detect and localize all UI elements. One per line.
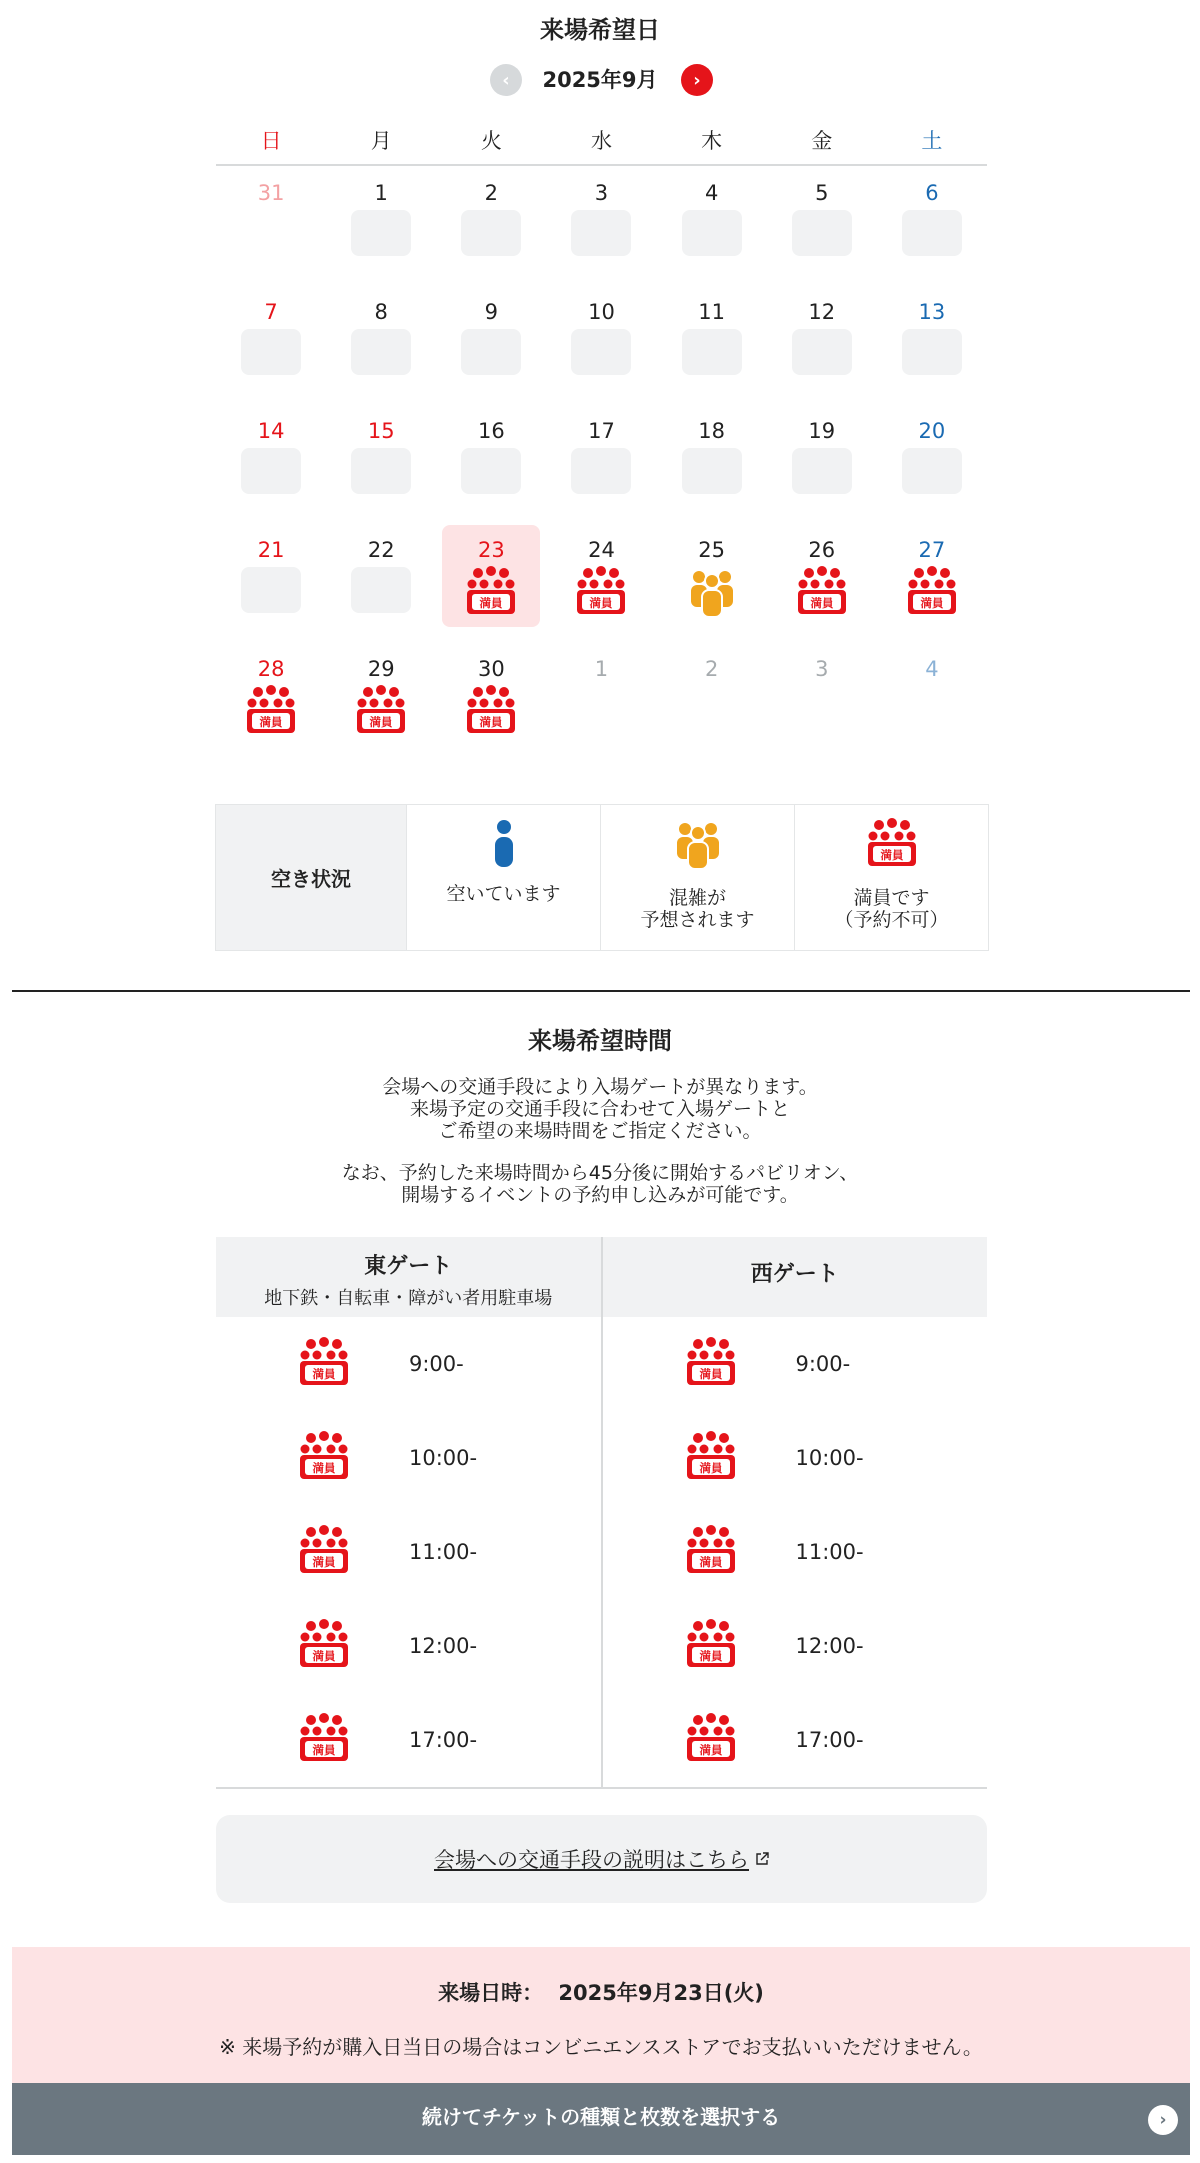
day-number: 7 — [264, 300, 278, 324]
day-slot-placeholder — [682, 329, 742, 375]
west-gate-times — [601, 1317, 988, 1787]
note-line: 開場するイベントの予約申し込みが可能です。 — [401, 1184, 799, 1206]
day-number: 1 — [594, 657, 609, 681]
full-capacity-icon — [573, 563, 629, 619]
gate-header-row — [216, 1237, 987, 1317]
calendar-week — [216, 166, 987, 285]
calendar-day[interactable] — [216, 523, 326, 642]
calendar-day[interactable] — [326, 166, 436, 285]
transport-info-link[interactable] — [216, 1815, 987, 1903]
legend-crowded-line1: 混雑が — [668, 887, 726, 909]
day-number: 11 — [698, 300, 725, 324]
day-number: 29 — [367, 657, 395, 681]
chevron-left-icon: ‹ — [502, 69, 510, 91]
day-slot-placeholder — [241, 567, 301, 613]
east-gate-time-slot — [216, 1411, 601, 1505]
west-gate-time-slot — [603, 1599, 988, 1693]
west-gate-time-slot — [603, 1411, 988, 1505]
intro-line: 会場への交通手段により入場ゲートが異なります。 — [382, 1076, 818, 1098]
visit-datetime-value: 2025年9月23日(火) — [558, 1981, 764, 2005]
day-number: 2 — [704, 657, 719, 681]
day-slot-placeholder — [902, 329, 962, 375]
calendar-day[interactable] — [436, 285, 546, 404]
calendar-day[interactable] — [326, 404, 436, 523]
full-capacity-icon — [683, 1616, 739, 1672]
day-slot-placeholder — [461, 448, 521, 494]
east-gate-time-slot — [216, 1599, 601, 1693]
crowded-people-icon — [670, 815, 726, 871]
time-slot-label: 9:00- — [409, 1352, 464, 1376]
calendar-day — [657, 642, 767, 761]
calendar-day — [767, 523, 877, 642]
time-section-title: 来場希望時間 — [528, 1027, 672, 1055]
full-capacity-icon — [864, 815, 920, 871]
time-slot-label: 10:00- — [795, 1446, 864, 1470]
legend-crowded — [600, 805, 794, 950]
day-number: 28 — [257, 657, 285, 681]
full-capacity-icon — [683, 1428, 739, 1484]
day-number: 4 — [704, 181, 719, 205]
month-label: 2025年9月 — [542, 68, 658, 92]
full-capacity-icon — [243, 682, 299, 738]
day-slot-placeholder — [682, 210, 742, 256]
time-slot-label: 10:00- — [409, 1446, 478, 1470]
weekday-label: 土 — [921, 129, 943, 153]
west-gate-time-slot — [603, 1505, 988, 1599]
full-capacity-icon — [296, 1522, 352, 1578]
calendar-day[interactable] — [216, 285, 326, 404]
note-line: なお、予約した来場時間から45分後に開始するパビリオン、 — [341, 1162, 859, 1184]
day-number: 14 — [257, 419, 285, 443]
calendar-day-selected — [436, 523, 546, 642]
calendar-day[interactable] — [877, 404, 987, 523]
gate-time-body — [216, 1317, 987, 1789]
crowded-people-icon — [684, 563, 740, 619]
day-number: 26 — [808, 538, 836, 562]
east-gate-time-slot — [216, 1505, 601, 1599]
calendar-day — [877, 523, 987, 642]
calendar-day — [216, 166, 326, 285]
day-number: 9 — [484, 300, 499, 324]
visit-datetime-label: 来場日時： — [438, 1981, 544, 2005]
calendar-day[interactable] — [877, 285, 987, 404]
continue-button[interactable] — [12, 2083, 1190, 2155]
full-capacity-icon — [683, 1710, 739, 1766]
day-slot-placeholder — [351, 567, 411, 613]
calendar-week — [216, 285, 987, 404]
day-number: 8 — [374, 300, 388, 324]
full-capacity-icon — [794, 563, 850, 619]
full-capacity-icon — [683, 1522, 739, 1578]
full-capacity-icon — [296, 1710, 352, 1766]
legend-available-label: 空いています — [446, 883, 561, 905]
west-gate-name: 西ゲート — [750, 1262, 839, 1287]
day-number: 24 — [588, 538, 615, 562]
calendar-week — [216, 642, 987, 761]
day-number: 5 — [815, 181, 829, 205]
available-person-icon — [476, 815, 532, 871]
calendar-day[interactable] — [436, 404, 546, 523]
west-gate-time-slot — [603, 1693, 988, 1787]
full-capacity-icon — [904, 563, 960, 619]
weekday-label: 木 — [701, 129, 723, 153]
month-nav — [0, 64, 1200, 98]
calendar-day[interactable] — [657, 523, 767, 642]
day-number: 15 — [367, 419, 395, 443]
east-gate-time-slot — [216, 1317, 601, 1411]
day-number: 1 — [374, 181, 388, 205]
intro-line: 来場予定の交通手段に合わせて入場ゲートと — [409, 1098, 790, 1120]
calendar-day[interactable] — [326, 523, 436, 642]
external-link-icon — [755, 1852, 769, 1866]
day-slot-placeholder — [571, 329, 631, 375]
day-number: 16 — [477, 419, 505, 443]
day-number: 13 — [918, 300, 946, 324]
day-slot-placeholder — [351, 448, 411, 494]
day-slot-placeholder — [241, 329, 301, 375]
chevron-right-icon: › — [693, 69, 701, 91]
day-slot-placeholder — [792, 448, 852, 494]
day-number: 23 — [477, 538, 505, 562]
west-gate-time-slot — [603, 1317, 988, 1411]
day-number: 30 — [477, 657, 505, 681]
calendar-day[interactable] — [767, 166, 877, 285]
full-capacity-icon — [463, 563, 519, 619]
calendar-day[interactable] — [546, 285, 656, 404]
weekday-label: 水 — [590, 129, 612, 153]
calendar-day[interactable] — [657, 404, 767, 523]
day-number: 4 — [925, 657, 939, 681]
next-month-button[interactable] — [681, 64, 713, 96]
calendar-day[interactable] — [546, 166, 656, 285]
weekday-label: 金 — [811, 129, 833, 153]
chevron-right-icon: › — [1148, 2105, 1178, 2135]
payment-note: ※ 来場予約が購入日当日の場合はコンビニエンスストアでお支払いいただけません。 — [219, 2035, 983, 2059]
day-number: 3 — [815, 657, 829, 681]
calendar-day[interactable] — [767, 285, 877, 404]
day-number: 10 — [588, 300, 615, 324]
day-slot-placeholder — [461, 329, 521, 375]
legend-available — [406, 805, 600, 950]
time-slot-label: 17:00- — [795, 1728, 864, 1752]
day-slot-placeholder — [792, 210, 852, 256]
legend-crowded-line2: 予想されます — [640, 909, 755, 931]
day-slot-placeholder — [351, 329, 411, 375]
intro-line: ご希望の来場時間をご指定ください。 — [438, 1120, 762, 1142]
calendar-day — [877, 642, 987, 761]
time-slot-label: 12:00- — [409, 1634, 478, 1658]
calendar-weekday-header — [216, 120, 987, 166]
calendar-week — [216, 404, 987, 523]
full-capacity-icon — [353, 682, 409, 738]
visit-datetime — [12, 1977, 1190, 2007]
day-slot-placeholder — [351, 210, 411, 256]
full-capacity-icon — [296, 1334, 352, 1390]
time-slot-label: 9:00- — [795, 1352, 851, 1376]
time-slot-label: 11:00- — [795, 1540, 864, 1564]
day-slot-placeholder — [241, 448, 301, 494]
time-slot-label: 12:00- — [795, 1634, 864, 1658]
day-number: 25 — [698, 538, 725, 562]
legend-full-line1: 満員です — [853, 887, 930, 909]
day-slot-placeholder — [792, 329, 852, 375]
day-number: 27 — [918, 538, 946, 562]
gate-intro-text — [0, 1076, 1200, 1142]
calendar — [216, 120, 987, 761]
day-slot-placeholder — [902, 448, 962, 494]
day-number: 3 — [594, 181, 609, 205]
day-slot-placeholder — [682, 448, 742, 494]
full-capacity-icon — [296, 1616, 352, 1672]
east-gate-times — [216, 1317, 601, 1787]
legend-heading: 空き状況 — [216, 805, 406, 950]
calendar-day — [216, 642, 326, 761]
calendar-day[interactable] — [657, 285, 767, 404]
day-slot-placeholder — [902, 210, 962, 256]
day-number: 19 — [808, 419, 836, 443]
calendar-grid — [216, 166, 987, 761]
day-number: 12 — [808, 300, 836, 324]
calendar-day[interactable] — [657, 166, 767, 285]
time-slot-label: 11:00- — [409, 1540, 478, 1564]
continue-button-label: 続けてチケットの種類と枚数を選択する — [421, 2105, 781, 2129]
time-slot-label: 17:00- — [409, 1728, 478, 1752]
day-number: 21 — [257, 538, 285, 562]
calendar-day[interactable] — [877, 166, 987, 285]
west-gate-header — [601, 1237, 988, 1317]
legend-full — [794, 805, 988, 950]
full-capacity-icon — [683, 1334, 739, 1390]
calendar-day[interactable] — [326, 285, 436, 404]
calendar-day[interactable] — [216, 404, 326, 523]
full-capacity-icon — [463, 682, 519, 738]
weekday-label: 火 — [480, 129, 502, 153]
section-divider — [12, 990, 1190, 992]
day-number: 18 — [698, 419, 725, 443]
availability-legend — [215, 804, 989, 951]
day-slot-placeholder — [461, 210, 521, 256]
date-section-title: 来場希望日 — [540, 16, 660, 44]
transport-link-label: 会場への交通手段の説明はこちら — [434, 1848, 749, 1872]
calendar-day — [546, 642, 656, 761]
gate-time-table — [216, 1237, 987, 1789]
east-gate-name: 東ゲート — [364, 1254, 453, 1279]
east-gate-header — [216, 1237, 601, 1317]
calendar-day[interactable] — [436, 166, 546, 285]
calendar-week — [216, 523, 987, 642]
day-slot-placeholder — [571, 210, 631, 256]
east-gate-time-slot — [216, 1693, 601, 1787]
day-number: 6 — [925, 181, 939, 205]
calendar-day[interactable] — [546, 404, 656, 523]
day-number: 17 — [588, 419, 615, 443]
weekday-label: 日 — [260, 129, 282, 153]
full-capacity-icon — [296, 1428, 352, 1484]
calendar-day — [546, 523, 656, 642]
selection-summary — [12, 1947, 1190, 2083]
day-number: 2 — [484, 181, 499, 205]
calendar-day — [326, 642, 436, 761]
legend-full-line2: （予約不可） — [834, 909, 949, 931]
calendar-day — [436, 642, 546, 761]
calendar-day — [767, 642, 877, 761]
day-number: 22 — [367, 538, 395, 562]
weekday-label: 月 — [370, 129, 392, 153]
day-slot-placeholder — [571, 448, 631, 494]
day-number: 20 — [918, 419, 946, 443]
day-number: 31 — [257, 181, 285, 205]
reservation-note-text — [0, 1162, 1200, 1206]
calendar-day[interactable] — [767, 404, 877, 523]
east-gate-sub: 地下鉄・自転車・障がい者用駐車場 — [264, 1288, 553, 1309]
